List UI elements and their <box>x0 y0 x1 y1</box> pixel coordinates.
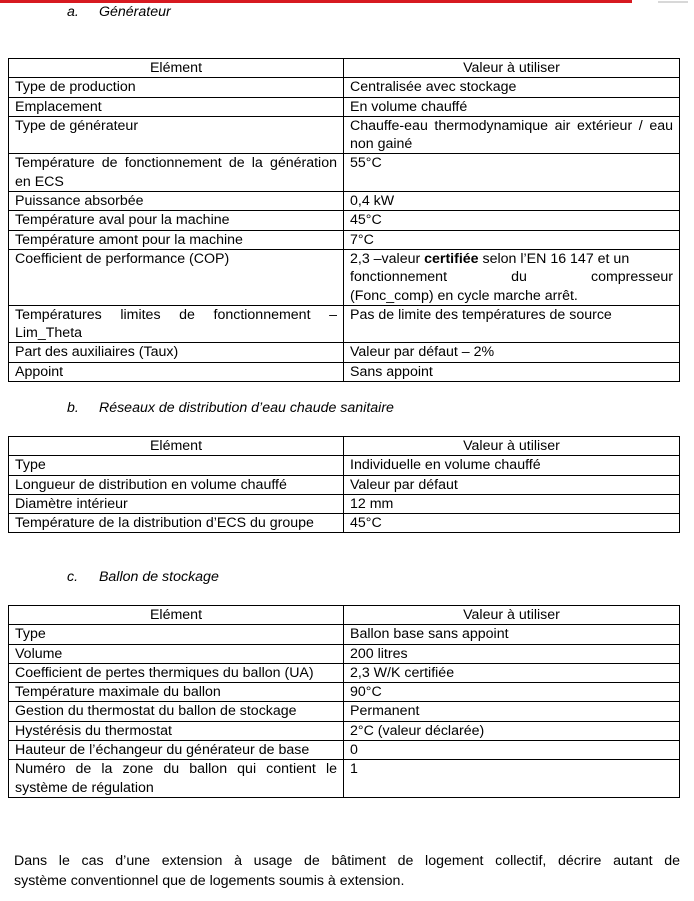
cell-value: Valeur par défaut – 2% <box>344 343 680 362</box>
footer-paragraph-line1: Dans le cas d’une extension à usage de bâtiment de logement collectif, décrire autant de <box>14 853 680 869</box>
table-row <box>9 97 680 116</box>
header-valeur: Valeur à utiliser <box>344 437 680 456</box>
cell-element: Température maximale du ballon <box>9 683 344 702</box>
cell-value: 45°C <box>344 514 680 533</box>
table-row <box>9 116 680 154</box>
table-header-row <box>9 606 680 625</box>
cell-element: Températures limites de fonctionnement – Lim_Theta <box>9 305 344 343</box>
cell-value: 200 litres <box>344 644 680 663</box>
cell-element: Diamètre intérieur <box>9 494 344 513</box>
table-row <box>9 305 680 343</box>
section-title: Générateur <box>98 4 171 20</box>
cell-value: 0 <box>344 741 680 760</box>
cell-value: Ballon base sans appoint <box>344 625 680 644</box>
cell-value-cop <box>344 249 680 305</box>
table-row <box>9 78 680 97</box>
table-row <box>9 494 680 513</box>
cop-text-line3: (Fonc_comp) en cycle marche arrêt. <box>350 287 578 304</box>
cell-element: Appoint <box>9 362 344 381</box>
cell-element: Gestion du thermostat du ballon de stockage <box>9 702 344 721</box>
cell-value: 45°C <box>344 211 680 230</box>
table-reseaux <box>8 436 680 533</box>
cell-value: Valeur par défaut <box>344 475 680 494</box>
cell-value: 55°C <box>344 154 680 192</box>
cell-element: Puissance absorbée <box>9 192 344 211</box>
table-header-row <box>9 59 680 78</box>
section-title: Ballon de stockage <box>98 569 219 585</box>
footer-paragraph <box>14 851 680 891</box>
table-row <box>9 230 680 249</box>
cell-element: Type de production <box>9 78 344 97</box>
header-rule <box>0 0 632 3</box>
cell-element: Température de la distribution d’ECS du groupe <box>9 514 344 533</box>
table-row <box>9 192 680 211</box>
cop-text-start: 2,3 –valeur <box>350 250 425 267</box>
cell-element: Type de générateur <box>9 116 344 154</box>
header-element: Elément <box>9 606 344 625</box>
table-row <box>9 721 680 740</box>
cell-element: Volume <box>9 644 344 663</box>
cell-element: Hystérésis du thermostat <box>9 721 344 740</box>
header-element: Elément <box>9 59 344 78</box>
cell-value: Chauffe-eau thermodynamique air extérieur / eau non gainé <box>344 116 680 154</box>
section-heading-ballon <box>67 569 219 585</box>
table-row <box>9 760 680 798</box>
table-row <box>9 456 680 475</box>
table-ballon <box>8 605 680 798</box>
table-row <box>9 644 680 663</box>
cop-text-line2: fonctionnement du compresseur <box>350 269 673 286</box>
cell-element: Hauteur de l’échangeur du générateur de base <box>9 741 344 760</box>
cell-value: 12 mm <box>344 494 680 513</box>
cell-value: En volume chauffé <box>344 97 680 116</box>
cell-value: 1 <box>344 760 680 798</box>
cell-element: Coefficient de performance (COP) <box>9 249 344 305</box>
cell-element: Température amont pour la machine <box>9 230 344 249</box>
cell-value: 0,4 kW <box>344 192 680 211</box>
table-row <box>9 514 680 533</box>
section-heading-reseaux <box>67 400 394 416</box>
table-row <box>9 683 680 702</box>
table-row <box>9 249 680 305</box>
cell-element: Coefficient de pertes thermiques du ballon (UA) <box>9 663 344 682</box>
table-header-row <box>9 437 680 456</box>
cell-value: 2,3 W/K certifiée <box>344 663 680 682</box>
cell-value: Centralisée avec stockage <box>344 78 680 97</box>
table-row <box>9 154 680 192</box>
section-letter: b. <box>67 400 79 416</box>
table-row <box>9 343 680 362</box>
cell-element: Part des auxiliaires (Taux) <box>9 343 344 362</box>
cop-text-bold: certifiée <box>424 250 479 267</box>
cell-element: Type <box>9 625 344 644</box>
cell-value: 90°C <box>344 683 680 702</box>
cell-element: Longueur de distribution en volume chauffé <box>9 475 344 494</box>
section-letter: a. <box>67 4 79 20</box>
cell-element: Température aval pour la machine <box>9 211 344 230</box>
cell-value: Permanent <box>344 702 680 721</box>
cell-element: Température de fonctionnement de la génération en ECS <box>9 154 344 192</box>
table-generateur <box>8 58 680 382</box>
header-valeur: Valeur à utiliser <box>344 59 680 78</box>
cell-value: Individuelle en volume chauffé <box>344 456 680 475</box>
table-row <box>9 475 680 494</box>
table-row <box>9 702 680 721</box>
cell-value: 7°C <box>344 230 680 249</box>
header-valeur: Valeur à utiliser <box>344 606 680 625</box>
cop-text-end: selon l’EN 16 147 et un <box>478 250 630 267</box>
cell-element: Emplacement <box>9 97 344 116</box>
cell-value: Pas de limite des températures de source <box>344 305 680 343</box>
table-row <box>9 741 680 760</box>
section-heading-generateur <box>67 4 171 20</box>
header-element: Elément <box>9 437 344 456</box>
table-row <box>9 663 680 682</box>
table-row <box>9 211 680 230</box>
table-row <box>9 362 680 381</box>
table-row <box>9 625 680 644</box>
cell-element: Type <box>9 456 344 475</box>
cell-value: Sans appoint <box>344 362 680 381</box>
cell-element: Numéro de la zone du ballon qui contient le système de régulation <box>9 760 344 798</box>
section-title: Réseaux de distribution d’eau chaude sanitaire <box>98 400 394 416</box>
cell-value: 2°C (valeur déclarée) <box>344 721 680 740</box>
footer-paragraph-line2: système conventionnel que de logements soumis à extension. <box>14 873 405 889</box>
header-rule-secondary <box>658 1 688 3</box>
section-letter: c. <box>67 569 79 585</box>
